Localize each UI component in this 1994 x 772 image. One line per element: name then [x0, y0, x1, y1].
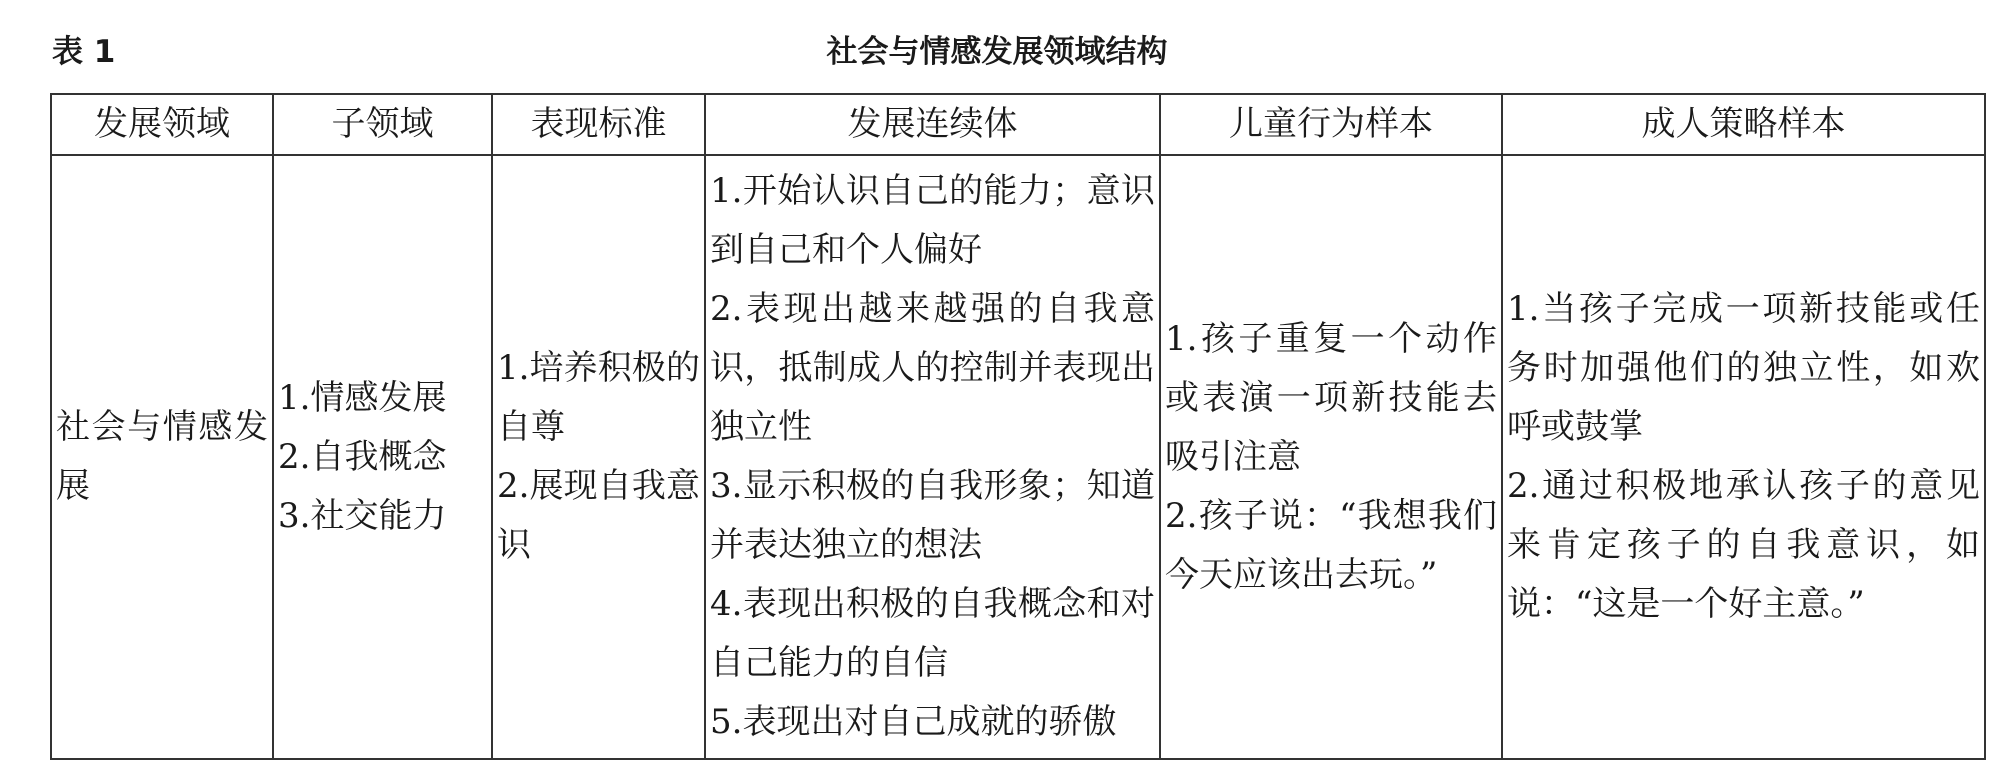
cell-adult-strategies: [1502, 155, 1985, 759]
continuum-item: 1.开始认识自己的能力；意识到自己和个人偏好: [710, 171, 1155, 270]
header-subdomain: 子领域: [273, 94, 492, 155]
header-child-behavior-samples: 儿童行为样本: [1160, 94, 1502, 155]
table-header-row: [51, 94, 1985, 155]
cell-continuum: [705, 155, 1160, 759]
adult-strategy-item: 1.当孩子完成一项新技能或任务时加强他们的独立性，如欢呼或鼓掌: [1507, 289, 1980, 447]
subdomain-item: 2.自我概念: [278, 436, 447, 477]
adult-strategy-item: 2.通过积极地承认孩子的意见来肯定孩子的自我意识，如说：“这是一个好主意。”: [1507, 466, 1980, 624]
cell-child-behaviors: [1160, 155, 1502, 759]
continuum-item: 4.表现出积极的自我概念和对自己能力的自信: [710, 584, 1155, 683]
cell-domain: 社会与情感发展: [51, 155, 273, 759]
cell-standards: [492, 155, 705, 759]
continuum-item: 5.表现出对自己成就的骄傲: [710, 702, 1117, 742]
cell-subdomains: [273, 155, 492, 759]
child-behavior-item: 2.孩子说：“我想我们今天应该出去玩。”: [1165, 495, 1497, 595]
header-performance-standard: 表现标准: [492, 94, 705, 155]
domain-structure-table: [50, 93, 1986, 760]
standard-item: 1.培养积极的自尊: [497, 348, 700, 447]
header-development-continuum: 发展连续体: [705, 94, 1160, 155]
subdomain-item: 3.社交能力: [278, 495, 447, 536]
table-title: 社会与情感发展领域结构: [826, 34, 1168, 70]
header-development-domain: 发展领域: [51, 94, 273, 155]
continuum-item: 3.显示积极的自我形象；知道并表达独立的想法: [710, 466, 1155, 565]
header-adult-strategy-samples: 成人策略样本: [1502, 94, 1985, 155]
table-number-label: 表 1: [52, 34, 116, 70]
standard-item: 2.展现自我意识: [497, 466, 700, 565]
subdomain-item: 1.情感发展: [278, 377, 447, 418]
continuum-item: 2.表现出越来越强的自我意识，抵制成人的控制并表现出独立性: [710, 289, 1155, 447]
table-row: [51, 155, 1985, 759]
child-behavior-item: 1.孩子重复一个动作或表演一项新技能去吸引注意: [1165, 318, 1497, 477]
